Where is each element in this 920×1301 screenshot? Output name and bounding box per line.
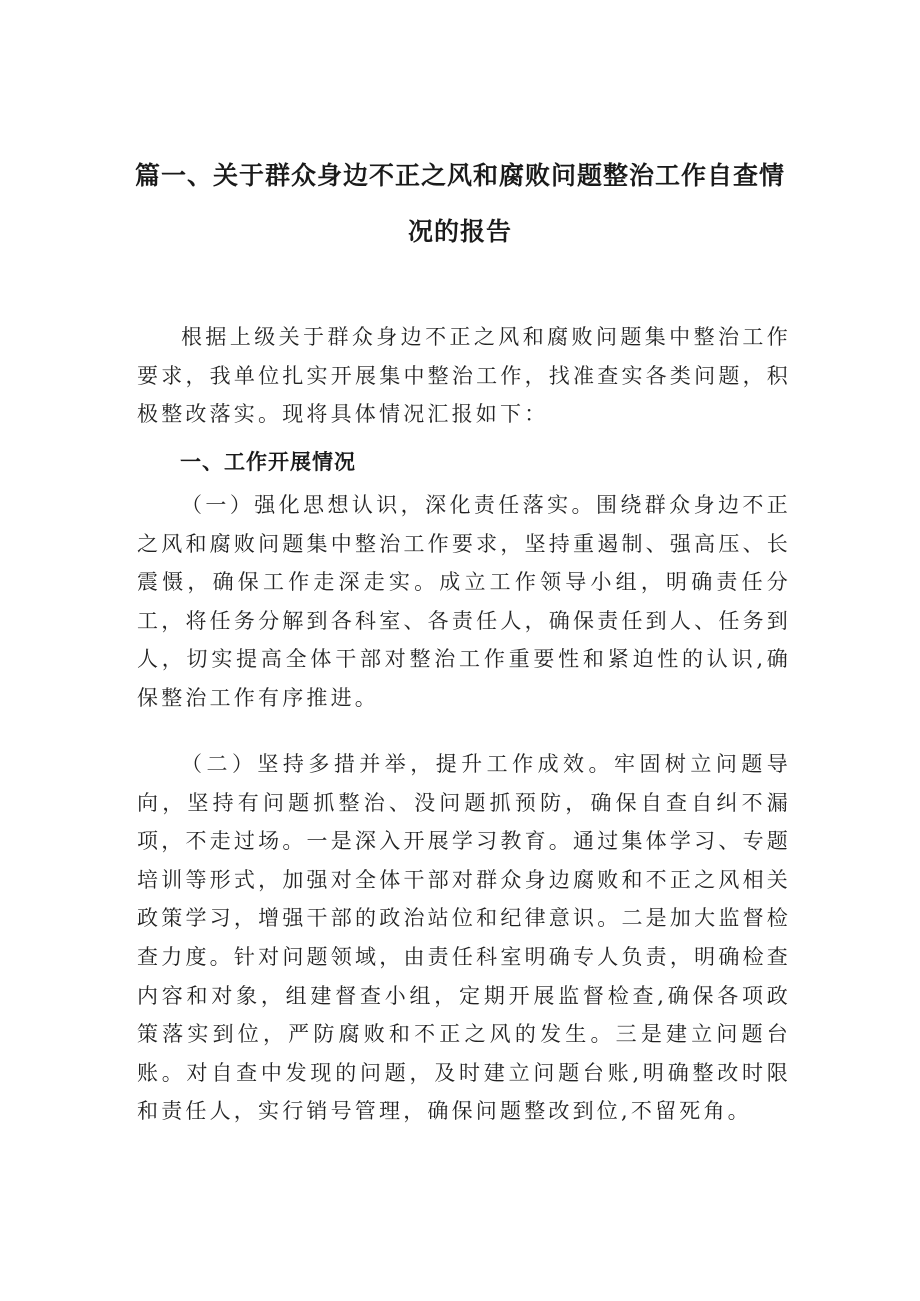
- section-heading: 一、工作开展情况: [180, 450, 356, 474]
- document-title-line-1: 篇一、关于群众身边不正之风和腐败问题整治工作自查情: [134, 161, 785, 190]
- document-title-line-2: 况的报告: [407, 217, 512, 246]
- intro-paragraph: 根据上级关于群众身边不正之风和腐败问题集中整治工作要求，我单位扎实开展集中整治工作，找准查实各类问题，积极整改落实。现将具体情况汇报如下：: [137, 325, 791, 427]
- paragraph-2: （二）坚持多措并举，提升工作成效。牢固树立问题导向，坚持有问题抓整治、没问题抓预防，确保自查自纠不漏项，不走过场。一是深入开展学习教育。通过集体学习、专题培训等形式，加强对全体干部对群众身边腐败和不正之风相关政策学习，增强干部的政治站位和纪律意识。二是加大监督检查力度。针对问题领域，由责任科室明确专人负责，明确检查内容和对象，组建督查小组，定期开展监督检查,确保各项政策落实到位，严防腐败和不正之风的发生。三是建立问题台账。对自查中发现的问题，及时建立问题台账,明确整改时限和责任人，实行销号管理，确保问题整改到位,不留死角。: [137, 752, 791, 1124]
- paragraph-1: （一）强化思想认识，深化责任落实。围绕群众身边不正之风和腐败问题集中整治工作要求，坚持重遏制、强高压、长震慑，确保工作走深走实。成立工作领导小组，明确责任分工，将任务分解到各科室、各责任人，确保责任到人、任务到人，切实提高全体干部对整治工作重要性和紧迫性的认识,确保整治工作有序推进。: [137, 493, 791, 710]
